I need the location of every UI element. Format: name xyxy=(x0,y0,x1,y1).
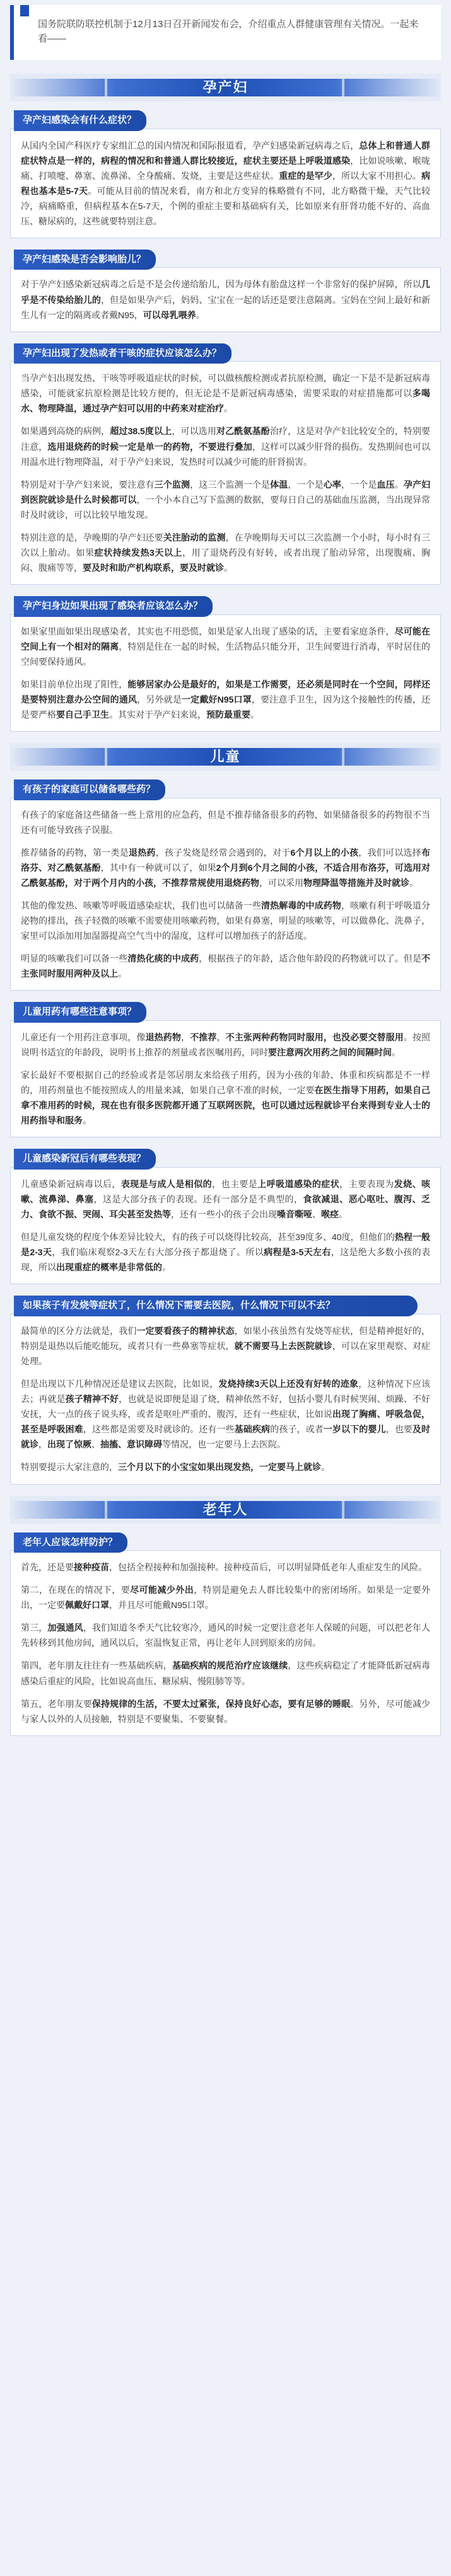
answer-paragraph xyxy=(21,1067,430,1128)
emphasis-text: 可以母乳喂养 xyxy=(143,309,196,320)
body-text: 。 xyxy=(224,563,233,573)
emphasis-text: 要自己手卫生 xyxy=(56,710,109,720)
question-label: 孕产妇出现了发热或者干咳的症状应该怎么办？ xyxy=(14,343,231,364)
answer-paragraph xyxy=(21,1560,430,1575)
emphasis-text: 一定戴好N95口罩 xyxy=(182,694,252,704)
question-label: 孕产妇感染是否会影响胎儿？ xyxy=(14,250,156,270)
body-text: ，所以大家不用担心。 xyxy=(332,170,422,181)
answer-paragraph xyxy=(21,624,430,669)
body-text: 如果目前单位出现了阳性， xyxy=(21,679,128,689)
emphasis-text: 抽搐、意识障碍 xyxy=(100,1439,162,1450)
body-text: ，这些疾病稳定了才能降低新冠病毒感染后重症的风险，比如说高血压、糖尿病、慢阻肺等等。 xyxy=(21,1660,431,1686)
body-text: ，我们临床观察2-3天左右大部分孩子都退烧了。所以 xyxy=(52,1247,264,1258)
emphasis-text: 关注胎动的监测 xyxy=(163,532,226,543)
emphasis-text: 总体上和普通人群症状特点是一样的，病程的情况和和普通人群比较接近，症状主要还是上呼吸道感染 xyxy=(21,140,431,166)
body-text: 特别是对于孕产妇来说，要注意有 xyxy=(21,479,155,490)
emphasis-text: 清热解毒的中成药物 xyxy=(261,900,341,911)
body-text: ，这三个监测一个是 xyxy=(190,479,271,490)
body-text: 。其实对于孕产妇来说， xyxy=(109,710,206,720)
answer-paragraph xyxy=(21,1030,430,1060)
question-label: 如果孩子有发烧等症状了，什么情况下需要去医院，什么情况下可以不去？ xyxy=(14,1296,418,1316)
qa-block xyxy=(10,1002,441,1137)
answer-paragraph xyxy=(21,951,430,981)
body-text: 。另外，尽可能减少与家人以外的人员接触，特别是不要聚集、不要聚餐。 xyxy=(21,1698,431,1724)
qa-block xyxy=(10,1532,441,1736)
body-text: ，这些都是需要及时就诊的。还有一些 xyxy=(83,1424,235,1435)
qa-block xyxy=(10,596,441,732)
question-label: 儿童感染新冠后有哪些表现？ xyxy=(14,1149,156,1170)
emphasis-text: 退热药 xyxy=(129,847,156,858)
emphasis-text: 选用退烧药的时候一定是单一的药物，不要进行叠加 xyxy=(47,441,252,452)
body-text: ，也就是说即便是退了烧，精神依然不好，包括小婴儿有时候哭闹、烦躁、不好安抚，大一点的孩子说头疼，或者是呕吐严重的、腹泻，还有一些症状，比如说 xyxy=(21,1394,431,1420)
emphasis-text: 对乙酰氨基酚 xyxy=(216,426,270,437)
sections-container xyxy=(10,74,441,1736)
emphasis-text: 在医生指导下用药 xyxy=(314,1085,386,1096)
body-text: ，另外就是 xyxy=(137,694,182,704)
emphasis-text: 血压 xyxy=(377,479,395,490)
body-text: ，但是如果孕产后，妈妈、宝宝在一起的话还是要注意隔离。宝妈在空间上最好和新生儿有一定的隔离或者戴N95， xyxy=(21,294,430,320)
answer-box xyxy=(10,798,441,991)
body-text: 第四，老年朋友往往有一些基础疾病， xyxy=(21,1660,172,1671)
emphasis-text: 及时就诊 xyxy=(21,1424,431,1450)
answer-paragraph xyxy=(21,1658,430,1688)
emphasis-text: 多喝水、物理降温，通过孕产妇可以用的中药来对症治疗 xyxy=(21,388,431,414)
body-text: ，要注意手卫生，因为这个接触性的传播，还是要严格 xyxy=(21,694,431,720)
answer-box xyxy=(10,129,441,238)
emphasis-text: 不主张同时服用两种及以上 xyxy=(21,953,431,979)
question-label: 儿童用药有哪些注意事项？ xyxy=(14,1002,146,1023)
emphasis-text: 清热化痰的中成药 xyxy=(127,953,199,964)
section-title: 老年人 xyxy=(202,1501,249,1517)
answer-box xyxy=(10,1314,441,1485)
answer-box xyxy=(10,1167,441,1284)
emphasis-text: 出现了惊厥 xyxy=(47,1439,91,1450)
body-text: ，比如说咳嗽、喉咙痛、打喷嚏、鼻塞、流鼻涕、全身酸痛、发烧，主要是这些症状。 xyxy=(21,155,430,181)
answer-paragraph xyxy=(21,677,430,722)
question-label: 老年人应该怎样防护？ xyxy=(14,1532,127,1553)
answer-paragraph xyxy=(21,1229,430,1275)
emphasis-text: 要注意两次用药之间的间隔时间 xyxy=(268,1047,392,1057)
body-text: 。 xyxy=(83,1115,91,1126)
emphasis-text: 出现了胸痛、呼吸急促，甚至是呼吸困难 xyxy=(21,1409,431,1435)
body-text: 。 xyxy=(409,877,418,888)
answer-paragraph xyxy=(21,807,430,837)
body-text: ，可以选用 xyxy=(172,426,217,437)
emphasis-text: 病程是3-5天左右 xyxy=(264,1247,331,1258)
qa-block xyxy=(10,1296,441,1484)
body-text: ，一个是 xyxy=(341,479,377,490)
body-text: ，可以采用 xyxy=(259,877,303,888)
body-text: 。 xyxy=(196,309,205,320)
body-text: ，可以在家里观察、对症处理。 xyxy=(21,1340,431,1366)
body-text: 儿童感染新冠病毒以后， xyxy=(21,1178,121,1189)
body-text: ，还有一些小的孩子会出现 xyxy=(171,1209,277,1220)
answer-paragraph xyxy=(21,423,430,469)
body-text: 。 xyxy=(339,1209,348,1220)
emphasis-text: 三个月以下的小宝宝如果出现发热，一定要马上就诊 xyxy=(118,1462,321,1473)
emphasis-text: 退热药物 xyxy=(145,1032,182,1042)
emphasis-text: ，如果自己拿不准用药的时候，现在也有很多医院都开通了互联网医院，也可以通过远程就诊平台来得到专业人士的用药指导和服务 xyxy=(21,1085,431,1126)
section-banner xyxy=(10,74,441,101)
body-text: ，咳嗽有利于呼吸道分泌物的排出，孩子轻微的咳嗽不需要使用咳嗽药物，如果有鼻塞，明显的咳嗽等，可以做鼻化、洗鼻子，家里可以添加用加湿器提高空气当中的湿度，这样可以增加孩子的舒适度。 xyxy=(21,900,430,941)
body-text: 儿童还有一个用药注意事项，像 xyxy=(21,1032,146,1042)
body-text: 。 xyxy=(394,479,404,490)
body-text: 如果家里面如果出现感染者，其实也不用恐慌，如果是家人出现了感染的话，主要看家庭条件， xyxy=(21,626,395,636)
body-text: 等情况，也一定要马上去医院。 xyxy=(162,1439,286,1450)
body-text: ，主要表现为 xyxy=(339,1178,394,1189)
qa-block xyxy=(10,250,441,332)
emphasis-text: 尽可能在空间上有一个相对的隔离 xyxy=(21,626,431,652)
emphasis-text: 嗓音嘶哑 xyxy=(277,1209,312,1220)
body-text: ，并且尽可能戴N95口罩。 xyxy=(109,1600,214,1611)
body-text: 。可能从目前的情况来看，南方和北方变异的株略微有不同，北方略微干燥，天气比较冷，病痛略重，但病程基本在5-7天，个例的重症主要和基础病有关，比如原来有肝肾功能不好的、高血压、糖尿病的，这些就要特别注意。 xyxy=(21,185,430,226)
body-text: ， xyxy=(181,1032,190,1042)
body-text: ，一个小本自己写下监测的数据，要每日自己的基础血压监测，当出现异常时及时就诊，可以比较早地发现。 xyxy=(21,494,431,520)
emphasis-text: 尽可能减少外出 xyxy=(130,1585,194,1596)
section-title: 孕产妇 xyxy=(202,79,249,95)
answer-paragraph xyxy=(21,1323,430,1369)
emphasis-text: 就不需要马上去医院就诊 xyxy=(234,1340,332,1351)
body-text: 有孩子的家庭备这些储备一些上常用的应急药，但是不推荐储备很多的药物，如果储备很多的药物很不当还有可能导致孩子误服。 xyxy=(21,809,430,835)
emphasis-text: 几乎是不传染给胎儿的 xyxy=(21,279,430,305)
answer-paragraph xyxy=(21,1620,430,1650)
body-text: 从国内全国产科医疗专家组汇总的国内情况和国际报道看，孕产妇感染新冠病毒之后， xyxy=(21,140,360,151)
answer-box xyxy=(10,1020,441,1137)
emphasis-text: 能够居家办公是最好的 xyxy=(127,679,217,689)
body-text: 。 xyxy=(224,403,233,414)
answer-paragraph xyxy=(21,1459,430,1475)
body-text: 。按照说明书适宜的年龄段，说明书上推荐的剂量或者医嘱用药，同时 xyxy=(21,1032,431,1057)
qa-block xyxy=(10,779,441,991)
answer-paragraph xyxy=(21,530,430,575)
body-text: 。 xyxy=(250,710,259,720)
body-text: ，这是绝大多数小孩的表现，所以 xyxy=(21,1247,431,1273)
answer-paragraph xyxy=(21,845,430,890)
body-text: 推荐储备的药物，第一类是 xyxy=(21,847,129,858)
body-text: ， xyxy=(216,1032,226,1042)
qa-block xyxy=(10,343,441,585)
emphasis-text: 热程一般是2-3天 xyxy=(21,1232,430,1258)
body-text: ，我们可以选择 xyxy=(358,847,422,858)
emphasis-text: 接种疫苗 xyxy=(74,1562,109,1573)
body-text: 第二，在现在的情况下，要 xyxy=(21,1585,131,1596)
body-text: ，这样可以减少肝肾的损伤。发热期间也可以用温水进行物理降温，对于孕产妇来说，发热时可以减少可能的肝肾损害。 xyxy=(21,441,431,467)
body-text: 第五，老年朋友要 xyxy=(21,1698,92,1709)
body-text: 特别注意的是，孕晚期的孕产妇还要 xyxy=(21,532,163,543)
qa-block xyxy=(10,110,441,238)
emphasis-text: 发烧持续3天以上还没有好转的迹象 xyxy=(218,1379,359,1389)
emphasis-text: 不推荐 xyxy=(190,1032,217,1042)
qa-block xyxy=(10,1149,441,1284)
body-text: ，特别是避免去人群比较集中的密闭场所。如果是一定要外出，一定要 xyxy=(21,1585,431,1611)
emphasis-text: 保持规律的生活，不要太过紧张，保持良好心态，要有足够的睡眠 xyxy=(91,1698,351,1709)
emphasis-text: 食欲减退、恶心呕吐、腹泻、乏力、食欲不振、哭闹、耳尖甚至发热等 xyxy=(21,1193,431,1220)
body-text: ，一个是 xyxy=(288,479,324,490)
section-banner xyxy=(10,743,441,771)
body-text: ，也主要是 xyxy=(212,1178,258,1189)
answer-paragraph xyxy=(21,138,430,229)
body-text: 但是儿童发烧的程度个体差异比较大，有的孩子可以烧得比较高，甚至39度多、40度，但他们的 xyxy=(21,1232,395,1243)
emphasis-text: 不主张两种药物同时服用，也没必要交替服用 xyxy=(225,1032,404,1042)
body-text: ，这是大部分孩子的表现。还有一部分是不典型的， xyxy=(93,1193,303,1204)
emphasis-text: 体温 xyxy=(270,479,288,490)
body-text: 对于孕产妇感染新冠病毒之后是不是会传递给胎儿，因为母体有胎盘这样一个非常好的保护屏障，所以 xyxy=(21,279,421,290)
answer-paragraph xyxy=(21,898,430,943)
body-text: ，孩子发烧是经常会遇到的，对于 xyxy=(155,847,291,858)
answer-box xyxy=(10,1550,441,1736)
emphasis-text: 上呼吸道感染的症状 xyxy=(257,1178,340,1189)
emphasis-text: 喉痉 xyxy=(321,1209,339,1220)
emphasis-text: 预防最重要 xyxy=(206,710,250,720)
body-text: ，这种情况下应该去；再就是 xyxy=(21,1379,431,1405)
emphasis-text: 心率 xyxy=(323,479,342,490)
answer-box xyxy=(10,361,441,585)
body-text: 、 xyxy=(91,1439,100,1450)
section-banner xyxy=(10,1496,441,1524)
emphasis-text: 布洛芬、对乙酰氨基酚 xyxy=(21,847,431,873)
body-text: 但是出现以下几种情况还是建议去医院，比如说， xyxy=(21,1379,219,1389)
answer-paragraph xyxy=(21,1582,430,1613)
body-text: 。 xyxy=(321,1462,330,1473)
body-text: ，根据孩子的年龄，适合他年龄段的药物就可以了。但是 xyxy=(199,953,422,964)
body-text: ，用了退烧药没有好转，或者出现了胎动异常，出现腹痛、胸闷、腹痛等等， xyxy=(21,547,431,573)
answer-paragraph xyxy=(21,1376,430,1452)
body-text: 特别要提示大家注意的， xyxy=(21,1462,118,1473)
body-text: 、 xyxy=(312,1209,321,1220)
emphasis-text: 发烧、咳嗽、流鼻涕、鼻塞 xyxy=(21,1178,431,1204)
body-text: 如果遇到高烧的病例， xyxy=(21,426,110,437)
answer-paragraph xyxy=(21,477,430,522)
answer-paragraph xyxy=(21,371,430,416)
answer-paragraph xyxy=(21,277,430,322)
emphasis-text: 基础疾病的规范治疗应该继续 xyxy=(172,1660,288,1671)
body-text: 明显的咳嗽我们可以备一些 xyxy=(21,953,128,964)
body-text: ，在孕晚期每天可以三次监测一个小时，每小时有三次以上胎动。如果 xyxy=(21,532,431,558)
emphasis-text: 2个月到6个月之间的小孩，不适合用布洛芬，可选用对乙酰氨基酚，对于两个月内的小孩，不推荐常规使用退烧药物 xyxy=(21,862,430,888)
emphasis-text: 超过38.5度以上 xyxy=(110,426,172,437)
body-text: 最简单的区分方法就是，我们 xyxy=(21,1325,137,1336)
question-label: 孕产妇身边如果出现了感染者应该怎么办？ xyxy=(14,596,213,617)
emphasis-text: 孩子精神不好 xyxy=(65,1394,119,1405)
body-text: ，特别是住在一起的时候，生活物品只能分开，卫生间要进行消毒，平时居住的空间要保持通风。 xyxy=(21,641,431,667)
emphasis-text: 孕产妇到医院就诊是什么时候都可以 xyxy=(21,479,431,505)
emphasis-text: 基础疾病 xyxy=(234,1424,271,1435)
body-text: 。 xyxy=(118,969,127,979)
section-title: 儿童 xyxy=(210,749,241,765)
emphasis-text: 佩戴好口罩 xyxy=(65,1600,109,1611)
body-text: 的孩子，或者 xyxy=(270,1424,324,1435)
emphasis-text: 症状持续发热3天以上 xyxy=(94,547,183,558)
emphasis-text: 病程也基本是5-7天 xyxy=(21,170,431,196)
emphasis-text: 物理降温等措施并及时就诊 xyxy=(303,877,409,888)
emphasis-text: 一定要看孩子的精神状态 xyxy=(136,1325,235,1336)
body-text: 。 xyxy=(392,1047,401,1057)
question-label: 有孩子的家庭可以储备哪些药？ xyxy=(14,779,165,800)
emphasis-text: 6个月以上的小孩 xyxy=(290,847,359,858)
emphasis-text: 要及时和助产机构联系，要及时就诊 xyxy=(83,563,224,573)
emphasis-text: 一岁以下的婴儿 xyxy=(323,1424,386,1435)
answer-paragraph xyxy=(21,1696,430,1727)
body-text: ，如果小孩虽然有发烧等症状，但是精神挺好的，特别是退热以后能吃能玩，或者只有一些鼻塞等症状， xyxy=(21,1325,431,1351)
body-text: ，也要 xyxy=(385,1424,413,1435)
body-text: 第三， xyxy=(21,1623,48,1633)
question-label: 孕产妇感染会有什么症状？ xyxy=(14,110,146,131)
body-text: 其他的像发热、咳嗽等呼吸道感染症状，我们也可以储备一些 xyxy=(21,900,261,911)
answer-box xyxy=(10,267,441,331)
body-text: 。 xyxy=(162,1262,171,1273)
body-text: ，包括全程接种和加强接种。接种疫苗后，可以明显降低老年人重症发生的风险。 xyxy=(109,1562,427,1573)
emphasis-text: ，如果是工作需要，还必须是同时在一个空间，同样还是要特别注意办公空间的通风 xyxy=(21,679,431,704)
emphasis-text: 加强通风 xyxy=(47,1623,83,1633)
emphasis-text: 表现是与成人是相似的 xyxy=(120,1178,213,1189)
emphasis-text: 重症的是罕少 xyxy=(279,170,332,181)
body-text: 治疗，这是对孕产妇比较安全的，特别要注意， xyxy=(21,426,431,452)
body-text: ， xyxy=(38,1439,47,1450)
answer-paragraph xyxy=(21,1176,430,1222)
body-text: ，其中有一种就可以了，如果 xyxy=(100,862,216,873)
answer-box xyxy=(10,614,441,732)
body-text: 首先，还是要 xyxy=(21,1562,74,1573)
intro-text: 国务院联防联控机制于12月13日召开新闻发布会，介绍重点人群健康管理有关情况。一起来看—— xyxy=(10,5,441,60)
body-text: ，我们知道冬季天气比较寒冷，通风的时候一定要注意老年人保暖的问题，可以把老年人先转移到其他房间，通风以后，室温恢复正常，再让老年人回到原来的房间。 xyxy=(21,1623,431,1648)
emphasis-text: 三个监测 xyxy=(154,479,190,490)
body-text: 家长最好不要根据自己的经验或者是邻居朋友来给孩子用药，因为小孩的年龄、体重和疾病都是不一样的，用药剂量也不能按照成人的用量来减，如果自己拿不准的时候，一定要 xyxy=(21,1070,430,1096)
body-text: 当孕产妇出现发热、干咳等呼吸道症状的时候，可以做核酸检测或者抗原检测，确定一下是不是新冠病毒感染，可能就家抗原检测是比较方便的，但无论是不是新冠病毒感染，需要采取的对症措施都可以 xyxy=(21,373,430,399)
emphasis-text: 出现重症的概率是非常低的 xyxy=(56,1262,162,1273)
